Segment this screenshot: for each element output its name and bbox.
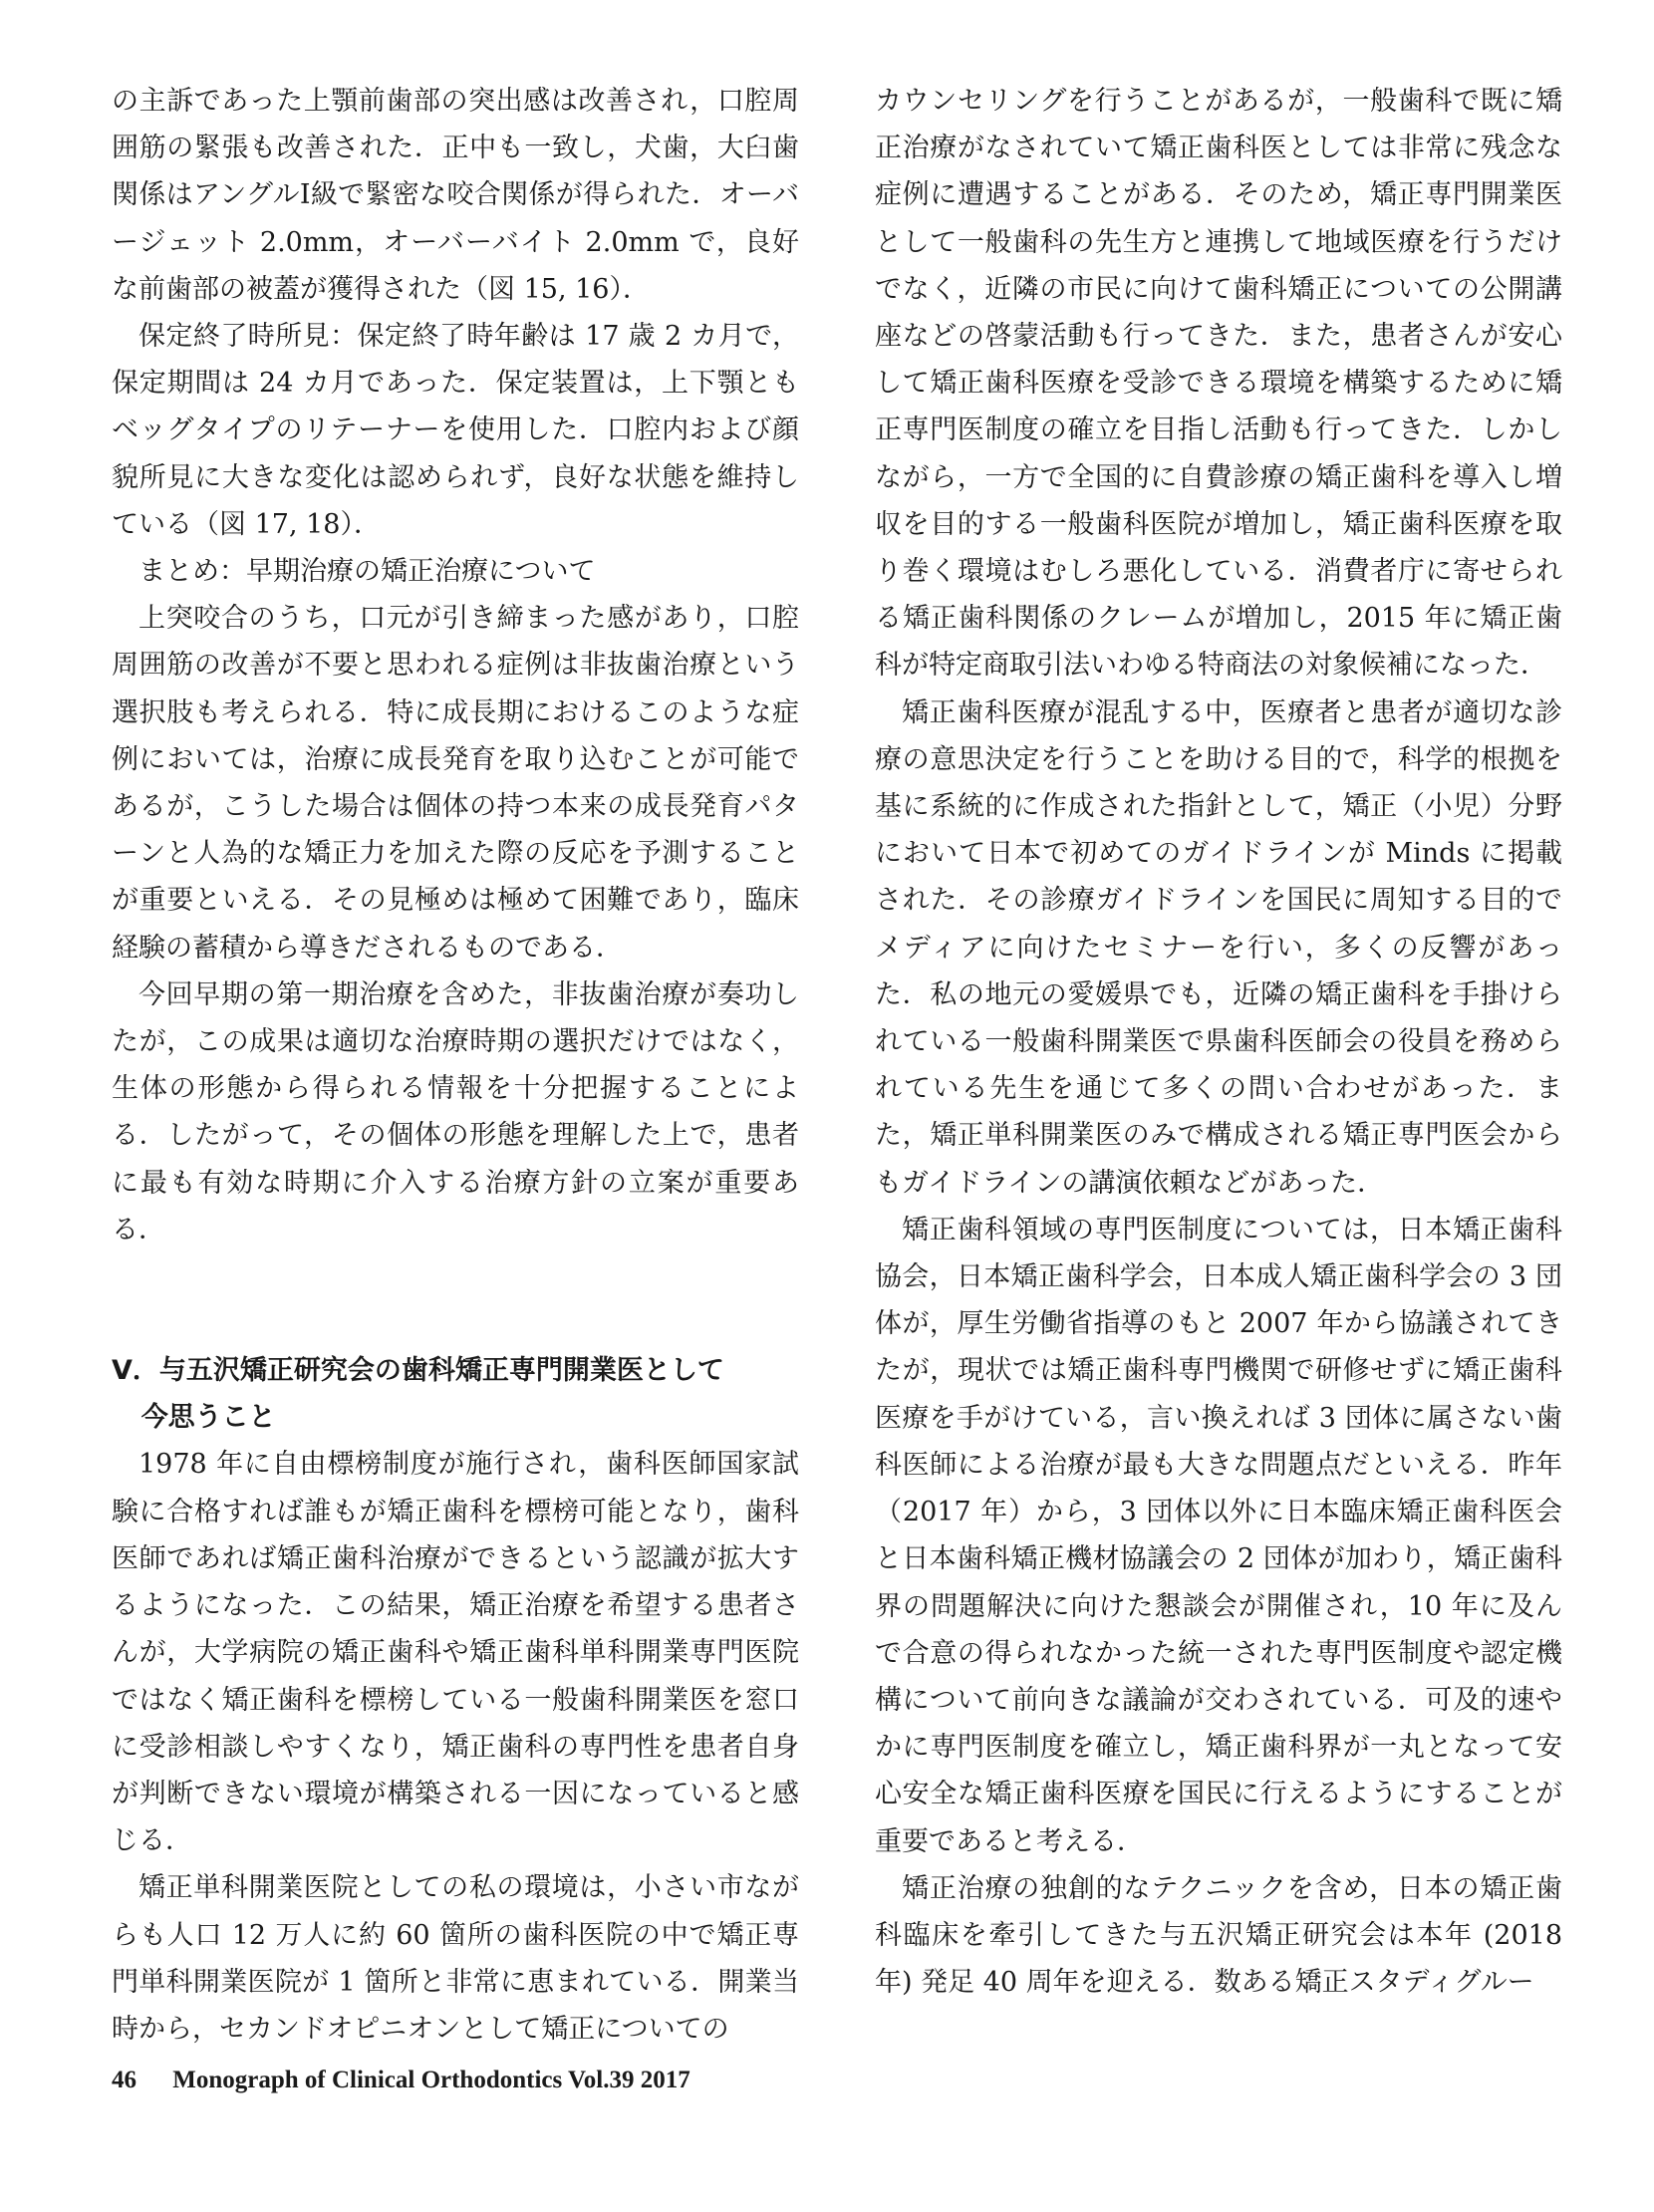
left-column	[112, 78, 799, 2053]
section-gap	[112, 1253, 799, 1347]
body-paragraph: 矯正歯科医療が混乱する中，医療者と患者が適切な診療の意思決定を行うことを助ける目的で，科学的根拠を基に系統的に作成された指針として，矯正（小児）分野において日本で初めてのガイドラインが Minds に掲載された．その診療ガイドラインを国民に周知する目的でメディアに向けたセミナーを行い，多くの反響があった．私の地元の愛媛県でも，近隣の矯正歯科を手掛けられている一般歯科開業医で県歯科医師会の役員を務められている先生を通じて多くの問い合わせがあった．また，矯正単科開業医のみで構成される矯正専門医会からもガイドラインの講演依頼などがあった．	[875, 696, 1562, 1199]
body-paragraph: 1978 年に自由標榜制度が施行され，歯科医師国家試験に合格すれば誰もが矯正歯科を標榜可能となり，歯科医師であれば矯正歯科治療ができるという認識が拡大するようになった．この結果，矯正治療を希望する患者さんが，大学病院の矯正歯科や矯正歯科単科開業専門医院ではなく矯正歯科を標榜している一般歯科開業医を窓口に受診相談しやすくなり，矯正歯科の専門性を患者自身が判断できない環境が構築される一因になっていると感じる．	[112, 1449, 799, 1857]
section-heading	[112, 1347, 799, 1441]
body-paragraph: 保定終了時所見：保定終了時年齢は 17 歳 2 カ月で，保定期間は 24 カ月であった．保定装置は，上下顎ともベッグタイプのリテーナーを使用した．口腔内および顔貌所見に大きな変化は認められず，良好な状態を維持している（図 17, 18）．	[112, 321, 799, 540]
body-paragraph: の主訴であった上顎前歯部の突出感は改善され，口腔周囲筋の緊張も改善された．正中も一致し，犬歯，大臼歯関係はアングルⅠ級で緊密な咬合関係が得られた．オーバージェット 2.0mm，オーバーバイト 2.0mm で，良好な前歯部の被蓋が獲得された（図 15, 16）．	[112, 86, 799, 305]
body-paragraph: 矯正治療の独創的なテクニックを含め，日本の矯正歯科臨床を牽引してきた与五沢矯正研究会は本年 (2018 年) 発足 40 周年を迎える．数ある矯正スタディグルー	[875, 1872, 1563, 1999]
body-paragraph: 矯正歯科領域の専門医制度については，日本矯正歯科協会，日本矯正歯科学会，日本成人矯正歯科学会の 3 団体が，厚生労働省指導のもと 2007 年から協議されてきたが，現状では矯正歯科専門機関で研修せずに矯正歯科医療を手がけている，言い換えれば 3 団体に属さない歯科医師による治療が最も大きな問題点だといえる．昨年（2017 年）から，3 団体以外に日本臨床矯正歯科医会と日本歯科矯正機材協議会の 2 団体が加わり，矯正歯科界の問題解決に向けた懇談会が開催され，10 年に及んで合意の得られなかった統一された専門医制度や認定機構について前向きな議論が交わされている．可及的速やかに専門医制度を確立し，矯正歯科界が一丸となって安心安全な矯正歯科医療を国民に行えるようにすることが重要であると考える．	[875, 1214, 1562, 1857]
body-paragraph: 上突咬合のうち，口元が引き締まった感があり，口腔周囲筋の改善が不要と思われる症例は非抜歯治療という選択肢も考えられる．特に成長期におけるこのような症例においては，治療に成長発育を取り込むことが可能であるが，こうした場合は個体の持つ本来の成長発育パターンと人為的な矯正力を加えた際の反応を予測することが重要といえる．その見極めは極めて困難であり，臨床経験の蓄積から導きだされるものである．	[112, 603, 799, 964]
page-footer	[112, 2067, 690, 2094]
section-heading-line1: V．与五沢矯正研究会の歯科矯正専門開業医として	[112, 1355, 724, 1387]
right-column	[875, 78, 1562, 2006]
body-paragraph: 矯正単科開業医院としての私の環境は，小さい市ながらも人口 12 万人に約 60 箇所の歯科医院の中で矯正専門単科開業医院が 1 箇所と非常に恵まれている．開業当時から，セカンドオピニオンとして矯正についての	[112, 1872, 799, 2045]
summary-subheading: まとめ：早期治療の矯正治療について	[138, 556, 596, 588]
section-heading-line2: 今思うこと	[140, 1402, 276, 1434]
body-paragraph: 今回早期の第一期治療を含めた，非抜歯治療が奏功したが，この成果は適切な治療時期の選択だけではなく，生体の形態から得られる情報を十分把握することによる．したがって，その個体の形態を理解した上で，患者に最も有効な時期に介入する治療方針の立案が重要ある．	[112, 978, 799, 1245]
page-number: 46	[112, 2067, 137, 2093]
body-paragraph: カウンセリングを行うことがあるが，一般歯科で既に矯正治療がなされていて矯正歯科医としては非常に残念な症例に遭遇することがある．そのため，矯正専門開業医として一般歯科の先生方と連携して地域医療を行うだけでなく，近隣の市民に向けて歯科矯正についての公開講座などの啓蒙活動も行ってきた．また，患者さんが安心して矯正歯科医療を受診できる環境を構築するために矯正専門医制度の確立を目指し活動も行ってきた．しかしながら，一方で全国的に自費診療の矯正歯科を導入し増収を目的する一般歯科医院が増加し，矯正歯科医療を取り巻く環境はむしろ悪化している．消費者庁に寄せられる矯正歯科関係のクレームが増加し，2015 年に矯正歯科が特定商取引法いわゆる特商法の対象候補になった．	[875, 86, 1562, 682]
journal-title: Monograph of Clinical Orthodontics Vol.39 2017	[172, 2067, 690, 2093]
